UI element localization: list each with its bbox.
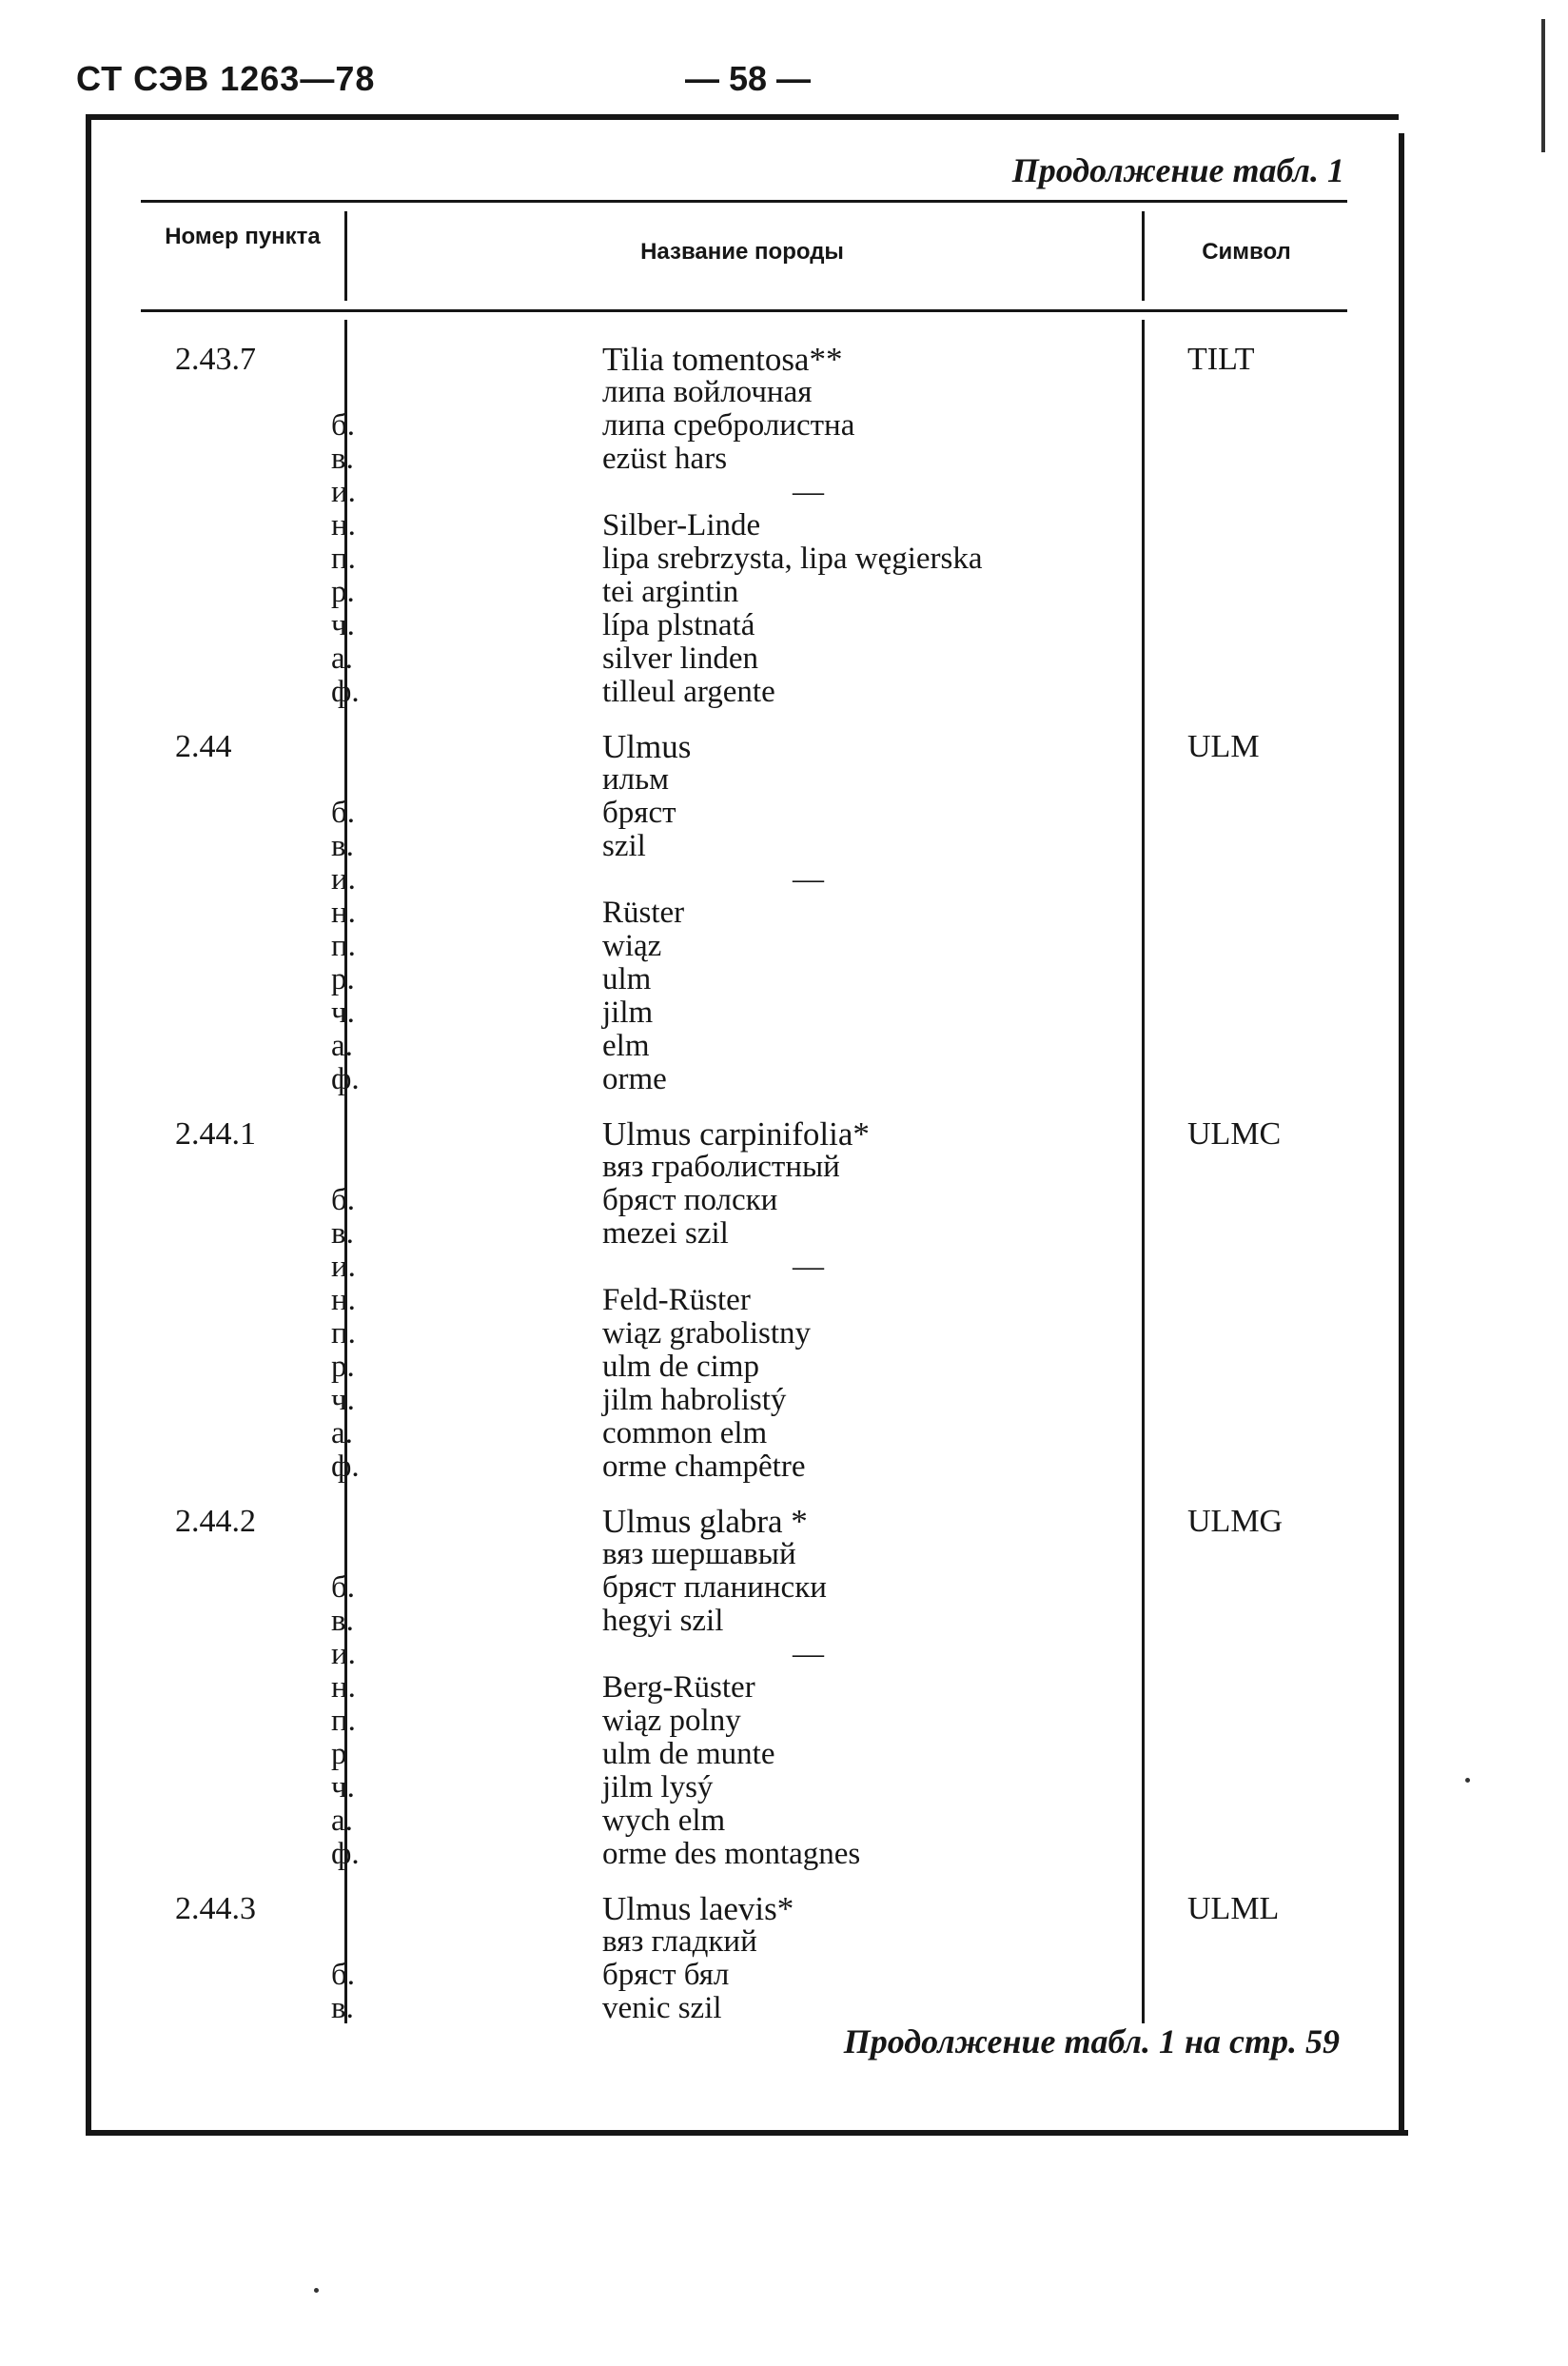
language-code: н.: [331, 896, 356, 930]
table-continuation-note: Продолжение табл. 1: [1011, 151, 1344, 189]
name-line: [141, 642, 1347, 676]
language-code: ч.: [331, 608, 355, 642]
language-code: б.: [331, 1183, 356, 1217]
species-symbol: ULM: [1187, 729, 1260, 764]
name-line: [141, 409, 1347, 443]
common-name: ильм: [602, 762, 670, 797]
language-code: в.: [331, 829, 354, 863]
name-line: [141, 1705, 1347, 1738]
common-name: elm: [602, 1029, 650, 1063]
species-symbol: ULMC: [1187, 1116, 1282, 1152]
page-header: [76, 49, 1408, 107]
language-code: б.: [331, 1570, 356, 1605]
language-code: б.: [331, 408, 356, 443]
common-name: Feld-Rüster: [602, 1283, 751, 1317]
language-code: р: [331, 1737, 347, 1771]
common-name: orme des montagnes: [602, 1837, 861, 1871]
name-line: [141, 996, 1347, 1030]
table-row: [141, 343, 1347, 709]
common-name: вяз граболистный: [602, 1150, 840, 1184]
language-code: ф.: [331, 1062, 360, 1096]
common-name: Rüster: [602, 896, 685, 930]
common-name: tilleul argente: [602, 675, 775, 709]
common-name: бряст: [602, 796, 676, 830]
name-line: [141, 343, 1347, 376]
common-name: Silber-Linde: [602, 508, 761, 542]
language-code: и.: [331, 862, 356, 897]
column-header-name: Название породы: [640, 239, 844, 265]
language-code: [141, 763, 498, 797]
name-line: [141, 443, 1347, 476]
name-line: [141, 1151, 1347, 1184]
name-line: [141, 1030, 1347, 1063]
language-code: в.: [331, 1991, 354, 2025]
no-name-dash: —: [793, 862, 824, 897]
name-line: [141, 1450, 1347, 1484]
language-code: н.: [331, 1670, 356, 1705]
common-name: mezei szil: [602, 1216, 729, 1251]
name-line: [141, 1838, 1347, 1871]
name-line: [141, 1804, 1347, 1838]
language-code: и.: [331, 475, 356, 509]
language-code: ф.: [331, 1449, 360, 1484]
language-code: в.: [331, 442, 354, 476]
language-code: п.: [331, 1316, 356, 1351]
common-name: silver linden: [602, 641, 759, 676]
name-line: [141, 1892, 1347, 1925]
name-line: [141, 1417, 1347, 1450]
name-line: [141, 1925, 1347, 1959]
common-name: ezüst hars: [602, 442, 728, 476]
item-number: 2.44.3: [175, 1891, 256, 1926]
language-code: а.: [331, 641, 353, 676]
common-name: orme: [602, 1062, 667, 1096]
table-row: [141, 1505, 1347, 1871]
common-name: бряст бял: [602, 1958, 730, 1992]
column-header-number: Номер пункта: [165, 224, 321, 249]
name-line: [141, 763, 1347, 797]
name-line: [141, 1959, 1347, 1992]
name-line: [141, 1251, 1347, 1284]
common-name: вяз гладкий: [602, 1924, 757, 1959]
name-line: [141, 1571, 1347, 1605]
name-line: [141, 1317, 1347, 1351]
column-divider: [344, 211, 347, 301]
name-line: [141, 1063, 1347, 1096]
language-code: п.: [331, 542, 356, 576]
common-name: lípa plstnatá: [602, 608, 755, 642]
species-symbol: ULML: [1187, 1891, 1280, 1926]
name-line: [141, 1738, 1347, 1771]
name-line: [141, 830, 1347, 863]
table-row: [141, 1117, 1347, 1484]
name-line: [141, 1771, 1347, 1804]
language-code: ф.: [331, 1837, 360, 1871]
name-line: [141, 1992, 1347, 2025]
frame-bottom-border: [86, 2130, 1408, 2136]
scan-speck: [1465, 1778, 1470, 1783]
language-code: п.: [331, 929, 356, 963]
scan-speck: [314, 2288, 319, 2293]
common-name: липа сребролистна: [602, 408, 855, 443]
language-code: а.: [331, 1804, 353, 1838]
name-line: [141, 609, 1347, 642]
common-name: вяз шершавый: [602, 1537, 796, 1571]
language-code: [141, 1925, 498, 1959]
name-line: [141, 1184, 1347, 1217]
item-number: 2.43.7: [175, 342, 256, 377]
name-line: [141, 730, 1347, 763]
name-line: [141, 509, 1347, 542]
language-code: в.: [331, 1216, 354, 1251]
no-name-dash: —: [793, 475, 824, 509]
common-name: lipa srebrzysta, lipa węgierska: [602, 542, 983, 576]
language-code: н.: [331, 1283, 356, 1317]
name-line: [141, 863, 1347, 897]
language-code: [141, 376, 498, 409]
language-code: б.: [331, 1958, 356, 1992]
name-line: [141, 930, 1347, 963]
item-number: 2.44.1: [175, 1116, 256, 1152]
common-name: tei argintin: [602, 575, 739, 609]
name-line: [141, 1638, 1347, 1671]
table-top-rule: [141, 200, 1347, 203]
name-line: [141, 1217, 1347, 1251]
item-number: 2.44: [175, 729, 232, 764]
name-line: [141, 1538, 1347, 1571]
common-name: jilm lysý: [602, 1770, 714, 1804]
page-number: — 58 —: [685, 59, 812, 98]
species-symbol: ULMG: [1187, 1504, 1284, 1539]
language-code: а.: [331, 1416, 353, 1450]
name-line: [141, 376, 1347, 409]
name-line: [141, 897, 1347, 930]
common-name: бряст планински: [602, 1570, 827, 1605]
latin-name: Ulmus laevis*: [602, 1890, 794, 1927]
language-code: б.: [331, 796, 356, 830]
common-name: szil: [602, 829, 646, 863]
name-line: [141, 542, 1347, 576]
name-line: [141, 1117, 1347, 1151]
common-name: липа войлочная: [602, 375, 813, 409]
language-code: н.: [331, 508, 356, 542]
common-name: wiąz polny: [602, 1704, 741, 1738]
common-name: Berg-Rüster: [602, 1670, 755, 1705]
language-code: р.: [331, 575, 355, 609]
frame-top-border: [86, 114, 1399, 120]
name-line: [141, 576, 1347, 609]
table-row: [141, 1892, 1347, 2025]
frame-left-border: [86, 114, 91, 2136]
language-code: [141, 1538, 498, 1571]
common-name: common elm: [602, 1416, 768, 1450]
language-code: р.: [331, 1350, 355, 1384]
common-name: wiąz grabolistny: [602, 1316, 812, 1351]
language-code: и.: [331, 1250, 356, 1284]
common-name: venic szil: [602, 1991, 722, 2025]
item-number: 2.44.2: [175, 1504, 256, 1539]
table-row: [141, 730, 1347, 1096]
name-line: [141, 1284, 1347, 1317]
name-line: [141, 963, 1347, 996]
language-code: [141, 1151, 498, 1184]
column-divider: [1142, 211, 1145, 301]
common-name: ulm de munte: [602, 1737, 775, 1771]
language-code: р.: [331, 962, 355, 996]
table-body: [141, 343, 1347, 2025]
name-line: [141, 1505, 1347, 1538]
name-line: [141, 1351, 1347, 1384]
name-line: [141, 676, 1347, 709]
latin-name: Ulmus carpinifolia*: [602, 1115, 870, 1153]
common-name: orme champêtre: [602, 1449, 806, 1484]
name-line: [141, 1671, 1347, 1705]
common-name: ulm de cimp: [602, 1350, 759, 1384]
language-code: и.: [331, 1637, 356, 1671]
name-line: [141, 476, 1347, 509]
language-code: п.: [331, 1704, 356, 1738]
language-code: ч.: [331, 1770, 355, 1804]
common-name: ulm: [602, 962, 652, 996]
language-code: а.: [331, 1029, 353, 1063]
name-line: [141, 1384, 1347, 1417]
language-code: ч.: [331, 996, 355, 1030]
species-symbol: TILT: [1187, 342, 1255, 377]
table-continuation-footer: Продолжение табл. 1 на стр. 59: [843, 2022, 1340, 2060]
frame-right-border: [1399, 133, 1404, 2136]
column-header-symbol: Символ: [1202, 239, 1291, 265]
common-name: wiąz: [602, 929, 662, 963]
common-name: jilm: [602, 996, 654, 1030]
latin-name: Ulmus glabra *: [602, 1503, 808, 1540]
language-code: ч.: [331, 1383, 355, 1417]
language-code: в.: [331, 1604, 354, 1638]
latin-name: Ulmus: [602, 728, 692, 765]
common-name: jilm habrolistý: [602, 1383, 787, 1417]
scan-edge-mark: [1541, 19, 1545, 152]
no-name-dash: —: [793, 1250, 824, 1284]
name-line: [141, 797, 1347, 830]
common-name: бряст полски: [602, 1183, 778, 1217]
language-code: ф.: [331, 675, 360, 709]
name-line: [141, 1605, 1347, 1638]
latin-name: Tilia tomentosa**: [602, 341, 843, 378]
document-code: СТ СЭВ 1263—78: [76, 59, 376, 98]
no-name-dash: —: [793, 1637, 824, 1671]
common-name: hegyi szil: [602, 1604, 724, 1638]
common-name: wych elm: [602, 1804, 726, 1838]
table-header-rule: [141, 309, 1347, 312]
